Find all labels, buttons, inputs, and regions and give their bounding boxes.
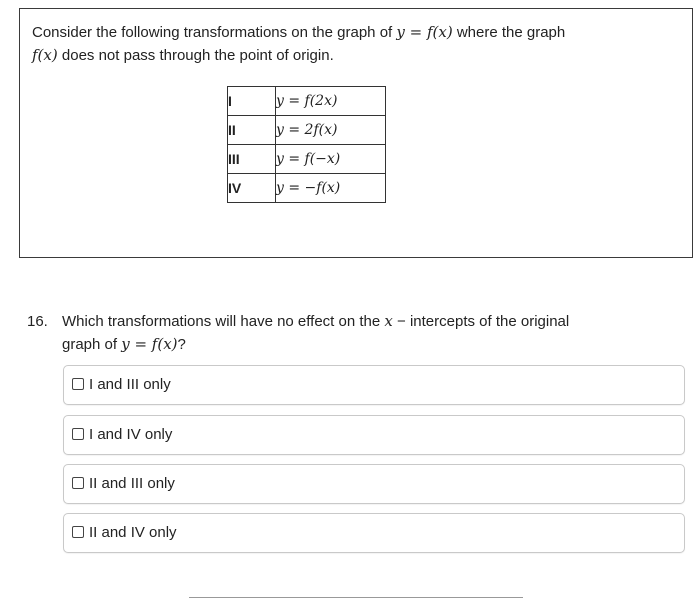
question-line2-prefix: graph of — [62, 336, 122, 353]
checkbox-icon[interactable] — [72, 378, 84, 390]
context-box — [19, 8, 693, 258]
row-equation: y = 2f(x) — [276, 116, 386, 145]
question-text-prefix: Which transformations will have no effect on the — [62, 313, 385, 330]
table-row — [228, 116, 386, 145]
option-label: II and IV only — [89, 524, 177, 541]
checkbox-icon[interactable] — [72, 428, 84, 440]
option-label: I and IV only — [89, 426, 173, 443]
row-numeral: IV — [228, 174, 276, 203]
context-line1-math: y = f(x) — [396, 23, 453, 41]
context-line1-suffix: where the graph — [452, 24, 566, 41]
question-line2-suffix: ? — [177, 336, 186, 353]
answer-option-1[interactable] — [63, 365, 685, 405]
question-text — [62, 310, 662, 356]
answer-option-3[interactable] — [63, 464, 685, 504]
row-numeral: III — [228, 145, 276, 174]
context-line1-prefix: Consider the following transformations on the graph of — [32, 24, 397, 41]
row-numeral: I — [228, 87, 276, 116]
context-text — [32, 21, 677, 67]
answer-option-4[interactable] — [63, 513, 685, 553]
option-label: II and III only — [89, 475, 175, 492]
question-number: 16. — [27, 313, 48, 330]
checkbox-icon[interactable] — [72, 526, 84, 538]
context-line2-suffix: does not pass through the point of origin. — [57, 47, 334, 64]
table-row — [228, 145, 386, 174]
table-row — [228, 87, 386, 116]
row-equation: y = −f(x) — [276, 174, 386, 203]
question-text-mid: − intercepts of the original — [392, 313, 570, 330]
footer-divider — [189, 597, 523, 598]
answer-option-2[interactable] — [63, 415, 685, 455]
question-math-fx: y = f(x) — [121, 335, 178, 353]
row-equation: y = f(−x) — [276, 145, 386, 174]
table-row — [228, 174, 386, 203]
transformations-table — [227, 86, 386, 203]
checkbox-icon[interactable] — [72, 477, 84, 489]
context-line2-math: f(x) — [32, 46, 58, 64]
row-numeral: II — [228, 116, 276, 145]
option-label: I and III only — [89, 376, 171, 393]
row-equation: y = f(2x) — [276, 87, 386, 116]
question-math-x: x — [384, 312, 393, 330]
